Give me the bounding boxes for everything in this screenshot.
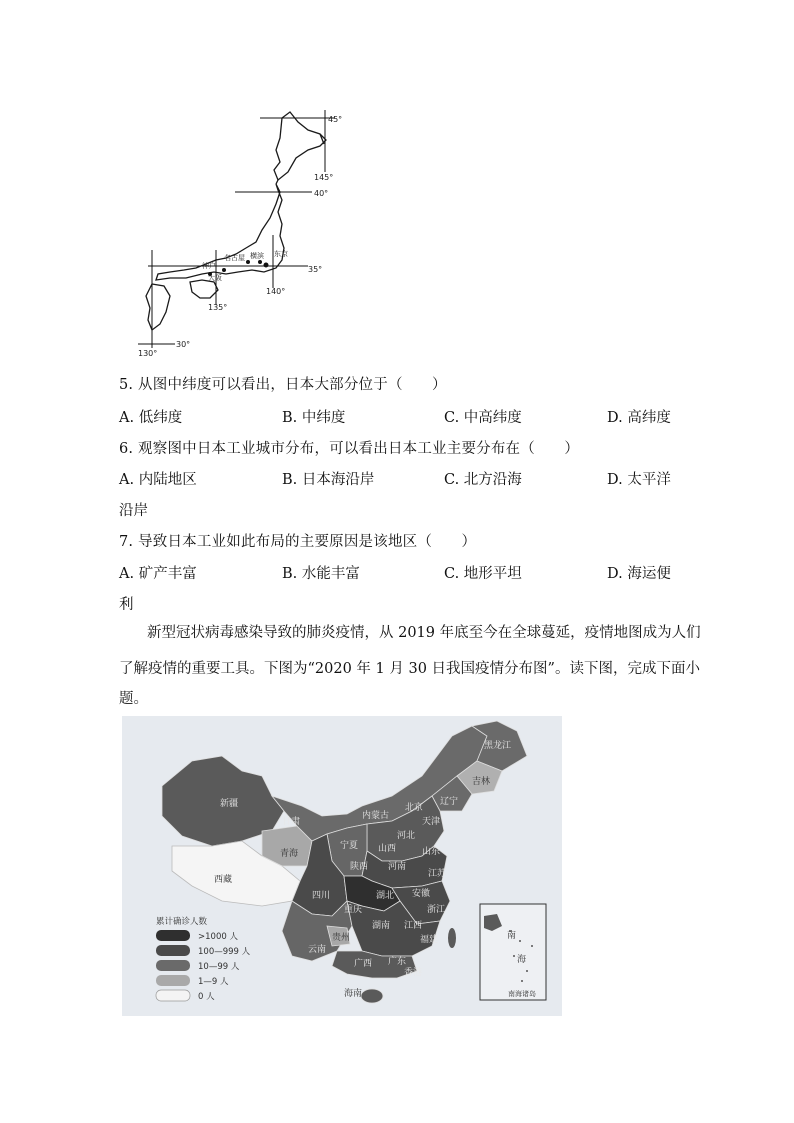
label-yunnan: 云南	[308, 945, 327, 955]
legend-label-4: 1—9 人	[198, 977, 229, 987]
label-tianjin: 天津	[422, 817, 441, 827]
question-5-stem: 5. 从图中纬度可以看出，日本大部分位于（ ）	[119, 377, 447, 393]
passage-line-2: 了解疫情的重要工具。下图为“2020 年 1 月 30 日我国疫情分布图”。读下图，完成下面小	[119, 661, 700, 677]
lon-label-140: 140°	[266, 287, 286, 296]
q6-option-b: B. 日本海沿岸	[282, 472, 375, 488]
label-liaoning: 辽宁	[440, 797, 459, 807]
china-epidemic-map	[122, 716, 562, 1016]
q7-option-d: D. 海运便	[607, 566, 671, 582]
label-beijing: 北京	[405, 803, 424, 813]
city-tokyo: 东京	[274, 250, 288, 258]
label-gansu: 甘肃	[282, 817, 301, 827]
q6-option-d-wrap: 沿岸	[119, 503, 148, 519]
label-hunan: 湖南	[372, 921, 391, 931]
label-hainan: 海南	[344, 989, 363, 999]
lon-label-135: 135°	[208, 303, 228, 312]
question-7-stem: 7. 导致日本工业如此布局的主要原因是该地区（ ）	[119, 534, 477, 550]
label-shanxi: 山西	[378, 844, 397, 854]
q7-option-c: C. 地形平坦	[444, 566, 522, 582]
inset-label-islands: 南海诸岛	[508, 990, 536, 998]
label-shandong: 山东	[422, 847, 441, 857]
label-jiangxi: 江西	[404, 921, 423, 931]
label-chongqing: 重庆	[344, 905, 363, 915]
q7-option-d-wrap: 利	[119, 597, 134, 613]
label-henan: 河南	[388, 862, 407, 872]
label-anhui: 安徽	[412, 889, 431, 899]
legend-swatch-4	[156, 975, 190, 986]
label-neimenggu: 内蒙古	[362, 811, 390, 821]
legend-label-2: 100—999 人	[198, 947, 251, 957]
label-xinjiang: 新疆	[220, 799, 239, 809]
label-zhejiang: 浙江	[427, 905, 446, 915]
q6-option-a: A. 内陆地区	[119, 472, 197, 488]
legend-swatch-1	[156, 930, 190, 941]
label-xizang: 西藏	[214, 875, 233, 885]
q5-option-c: C. 中高纬度	[444, 410, 522, 426]
label-guizhou: 贵州	[332, 933, 351, 943]
q7-option-a: A. 矿产丰富	[119, 566, 197, 582]
lat-label-45: 45°	[328, 115, 343, 124]
legend-swatch-2	[156, 945, 190, 956]
legend-label-5: 0 人	[198, 992, 215, 1002]
q5-option-d: D. 高纬度	[607, 410, 671, 426]
label-shaanxi: 陕西	[350, 862, 369, 872]
label-hebei: 河北	[397, 831, 416, 841]
legend-swatch-3	[156, 960, 190, 971]
city-nagoya: 名古屋	[224, 254, 245, 262]
passage-line-1: 新型冠状病毒感染导致的肺炎疫情，从 2019 年底至今在全球蔓延，疫情地图成为人们	[147, 625, 701, 641]
south-china-sea-inset	[480, 904, 546, 1000]
lon-label-130: 130°	[138, 349, 158, 358]
lat-label-40: 40°	[314, 189, 329, 198]
q6-option-d: D. 太平洋	[607, 472, 671, 488]
inset-label-hai: 海	[517, 955, 527, 965]
q6-option-c: C. 北方沿海	[444, 472, 522, 488]
graticule	[138, 110, 335, 348]
legend-label-3: 10—99 人	[198, 962, 240, 972]
city-osaka: 大阪	[208, 274, 222, 282]
label-guangdong: 广东	[388, 957, 407, 967]
label-fujian: 福建	[420, 935, 439, 945]
q5-option-a: A. 低纬度	[119, 410, 183, 426]
label-xianggang: 香港	[404, 968, 423, 978]
city-yokohama: 横滨	[250, 252, 264, 260]
inset-label-nan: 南	[507, 931, 517, 941]
japan-map	[130, 100, 360, 365]
legend-title: 累计确诊人数	[156, 917, 208, 927]
label-jiangsu: 江苏	[428, 869, 447, 879]
q5-option-b: B. 中纬度	[282, 410, 346, 426]
passage-line-3: 题。	[119, 691, 148, 707]
label-hubei: 湖北	[376, 891, 395, 901]
question-6-stem: 6. 观察图中日本工业城市分布，可以看出日本工业主要分布在（ ）	[119, 441, 580, 457]
lon-label-145: 145°	[314, 173, 334, 182]
label-ningxia: 宁夏	[340, 841, 359, 851]
japan-coastline	[146, 112, 329, 330]
city-kobe: 神户	[202, 262, 216, 270]
label-guangxi: 广西	[354, 959, 373, 969]
lat-label-30: 30°	[176, 340, 191, 349]
legend-label-1: >1000 人	[198, 932, 238, 942]
legend-swatch-5	[156, 990, 190, 1001]
lat-label-35: 35°	[308, 265, 323, 274]
label-heilongjiang: 黑龙江	[484, 741, 512, 751]
label-qinghai: 青海	[280, 849, 299, 859]
q7-option-b: B. 水能丰富	[282, 566, 360, 582]
label-jilin: 吉林	[472, 777, 491, 787]
label-sichuan: 四川	[312, 891, 331, 901]
